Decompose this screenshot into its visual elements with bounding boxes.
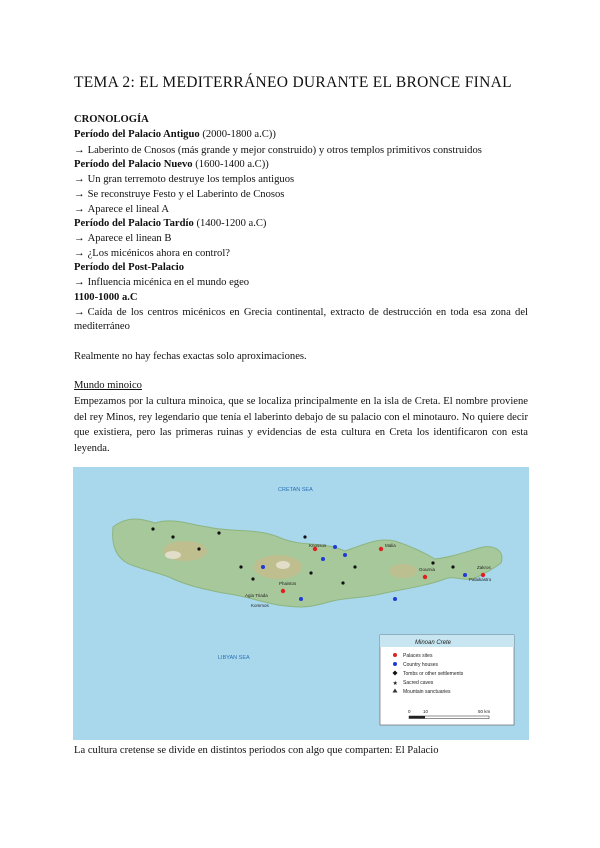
legend-label: Sacred caves: [403, 680, 434, 686]
period-name: Período del Palacio Tardío: [74, 218, 194, 229]
bullet-item: → ¿Los micénicos ahora en control?: [74, 248, 230, 259]
bullet-item: → Un gran terremoto destruye los templos antiguos: [74, 174, 295, 185]
mountain-relief: [389, 564, 417, 578]
palace-marker: [379, 547, 383, 551]
minoan-paragraph: Empezamos por la cultura minoica, que se localiza principalmente en la isla de Creta. El nombre proviene del rey Minos, rey legendario que tenía el laberinto debajo de su palacio con el minotauro. No quiere decir que existiera, pero las primeras ruinas y evidencias de esta cultura en Creta los identificaron con esta leyenda.: [74, 396, 528, 454]
site-label: Malia: [385, 543, 396, 548]
house-marker: [321, 557, 325, 561]
period-dates: (1400-1200 a.C): [196, 218, 267, 229]
arrow-icon: →: [74, 145, 85, 156]
bullet-item: → Aparece el linean B: [74, 233, 172, 244]
period-name: Período del Palacio Antiguo: [74, 129, 200, 140]
bullet-item: → Influencia micénica en el mundo egeo: [74, 277, 250, 288]
bullet-item: → Laberinto de Cnosos (más grande y mejor construido) y otros templos primitivos construidos: [74, 145, 482, 156]
legend-title: Minoan Crete: [415, 640, 452, 646]
arrow-icon: →: [74, 174, 85, 185]
site-label: Palaikastro: [469, 577, 492, 582]
tomb-marker: [303, 535, 306, 538]
legend-palace-icon: [393, 653, 397, 657]
period-palacio-antiguo: [74, 129, 276, 140]
bullet-item-continuation: mediterráneo: [74, 321, 130, 332]
bullet-item: → Se reconstruye Festo y el Laberinto de Cnosos: [74, 189, 285, 200]
chronology-heading: CRONOLOGÍA: [74, 114, 149, 125]
site-label: Phaistos: [279, 581, 297, 586]
document-title: TEMA 2: EL MEDITERRÁNEO DURANTE EL BRONCE FINAL: [74, 74, 512, 91]
tomb-marker: [309, 571, 312, 574]
house-marker: [393, 597, 397, 601]
legend-house-icon: [393, 662, 397, 666]
site-label: Gournia: [419, 567, 436, 572]
scale-label: 50 km: [478, 709, 491, 714]
tomb-marker: [353, 565, 356, 568]
tomb-marker: [341, 581, 344, 584]
legend-label: Mountain sanctuaries: [403, 689, 451, 695]
house-marker: [333, 545, 337, 549]
arrow-icon: →: [74, 189, 85, 200]
site-label: Zakros: [477, 565, 491, 570]
house-marker: [261, 565, 265, 569]
sea-label-north: CRETAN SEA: [278, 487, 313, 493]
tomb-marker: [171, 535, 174, 538]
period-palacio-nuevo: [74, 159, 269, 170]
scale-label: 10: [423, 709, 429, 714]
section-heading-minoan: Mundo minoico: [74, 380, 142, 391]
palace-marker: [423, 575, 427, 579]
bullet-item: → Aparece el lineal A: [74, 204, 170, 215]
arrow-icon: →: [74, 307, 85, 318]
arrow-icon: →: [74, 248, 85, 259]
map-legend: [380, 635, 514, 725]
map-caption: La cultura cretense se divide en distintos periodos con algo que comparten: El Palacio: [74, 745, 439, 756]
house-marker: [463, 573, 467, 577]
note-text: Realmente no hay fechas exactas solo aproximaciones.: [74, 351, 307, 362]
arrow-icon: →: [74, 277, 85, 288]
palace-marker: [281, 589, 285, 593]
scale-label: 0: [408, 709, 411, 714]
legend-label: Country houses: [403, 662, 439, 668]
scale-bar-segment: [409, 716, 425, 719]
period-post-palacio: Período del Post-Palacio: [74, 262, 185, 273]
mountain-peak: [276, 561, 290, 569]
mountain-peak: [165, 551, 181, 559]
site-label: Knossos: [309, 543, 327, 548]
arrow-icon: →: [74, 233, 85, 244]
tomb-marker: [239, 565, 242, 568]
tomb-marker: [451, 565, 454, 568]
arrow-icon: →: [74, 204, 85, 215]
period-dates: (2000-1800 a.C)): [202, 129, 276, 140]
legend-label: Palaces sites: [403, 653, 433, 659]
site-label: Agia Triada: [245, 593, 268, 598]
bullet-item: → Caída de los centros micénicos en Grecia continental, extracto de destrucción en toda esa zona del: [74, 307, 528, 318]
tomb-marker: [431, 561, 434, 564]
sea-label-south: LIBYAN SEA: [218, 655, 250, 661]
period-palacio-tardio: [74, 218, 266, 229]
legend-label: Tombs or other settlements: [403, 671, 464, 677]
tomb-marker: [217, 531, 220, 534]
period-1100-1000: 1100-1000 a.C: [74, 292, 138, 303]
tomb-marker: [197, 547, 200, 550]
house-marker: [343, 553, 347, 557]
tomb-marker: [251, 577, 254, 580]
tomb-marker: [151, 527, 154, 530]
legend-cave-icon: ★: [392, 681, 398, 687]
period-name: Período del Palacio Nuevo: [74, 159, 193, 170]
house-marker: [299, 597, 303, 601]
period-dates: (1600-1400 a.C)): [195, 159, 269, 170]
minoan-crete-map: [73, 467, 529, 740]
site-label: Kommos: [251, 603, 269, 608]
